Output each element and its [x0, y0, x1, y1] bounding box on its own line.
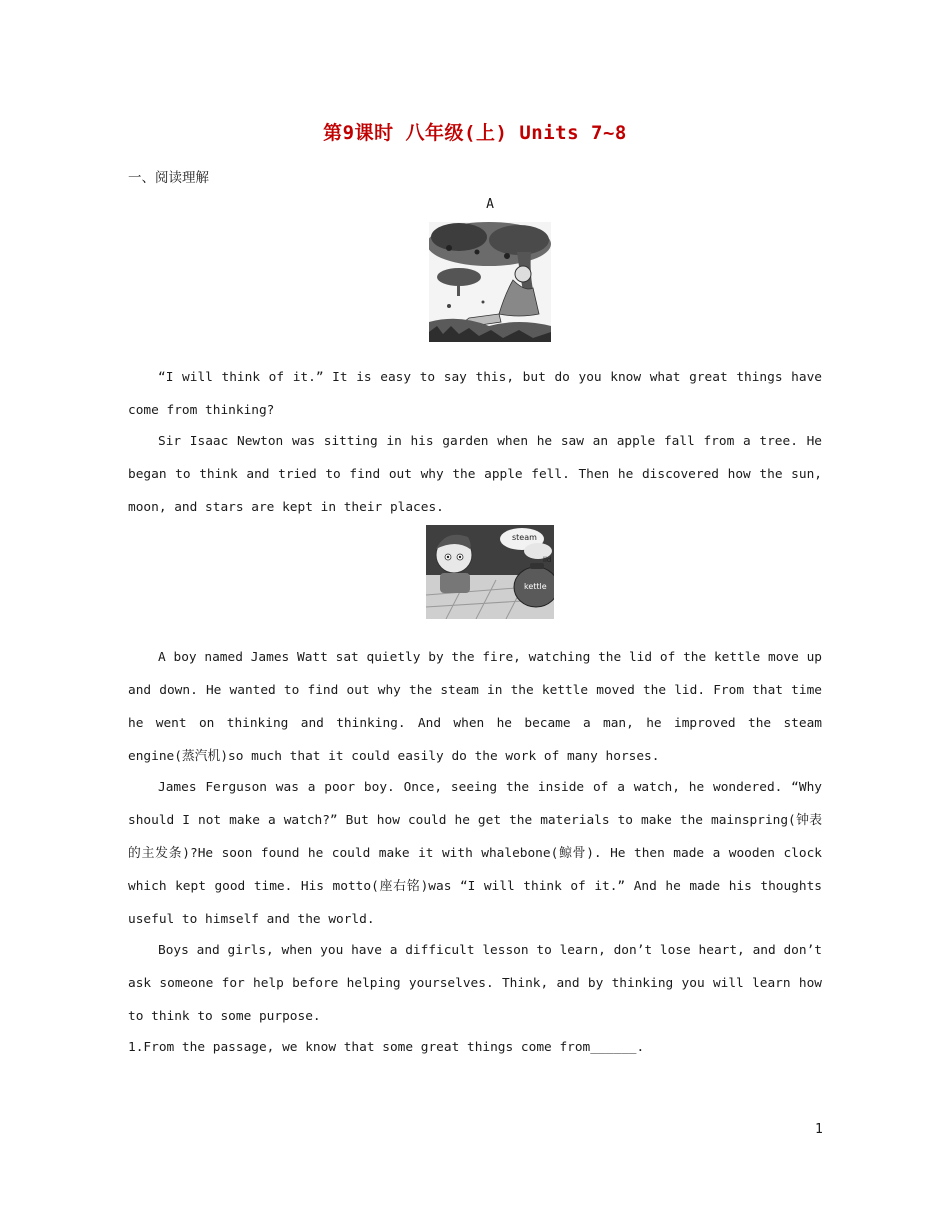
label-kettle: kettle	[524, 582, 547, 591]
label-steam: steam	[512, 533, 537, 542]
section-heading: 一、阅读理解	[128, 170, 209, 186]
paragraph-3: A boy named James Watt sat quietly by the fire, watching the lid of the kettle move up and down. He wanted to find out why the steam in the kettle moved the lid. From that time he went on thinking and thinking. And when he became a man, he improved the steam engine(蒸汽机)so much that it could easily do the work of many horses.	[128, 650, 822, 764]
page-title: 第9课时 八年级(上) Units 7~8	[323, 122, 627, 144]
newton-under-apple-tree-illustration	[429, 222, 551, 342]
boy-watching-kettle-illustration	[426, 525, 554, 619]
label-lid: lid	[543, 556, 552, 564]
question-1: 1.From the passage, we know that some great things come from______.	[128, 1040, 645, 1055]
passage-letter: A	[486, 197, 494, 212]
paragraph-2: Sir Isaac Newton was sitting in his garden when he saw an apple fall from a tree. He began to think and tried to find out why the apple fell. Then he discovered how the sun, moon, and stars are kept in their places.	[128, 434, 822, 515]
paragraph-5: Boys and girls, when you have a difficult lesson to learn, don’t lose heart, and don’t ask someone for help before helping yourselves. Think, and by thinking you will learn how to think to some purpose.	[128, 943, 822, 1024]
page-number: 1	[815, 1122, 823, 1137]
paragraph-1: “I will think of it.” It is easy to say this, but do you know what great things have come from thinking?	[128, 370, 822, 418]
paragraph-4: James Ferguson was a poor boy. Once, seeing the inside of a watch, he wondered. “Why should I not make a watch?” But how could he get the materials to make the mainspring(钟表的主发条)?He soon found he could make it with whalebone(鲸骨). He then made a wooden clock which kept good time. His motto(座右铭)was “I will think of it.” And he made his thoughts useful to himself and the world.	[128, 780, 822, 927]
